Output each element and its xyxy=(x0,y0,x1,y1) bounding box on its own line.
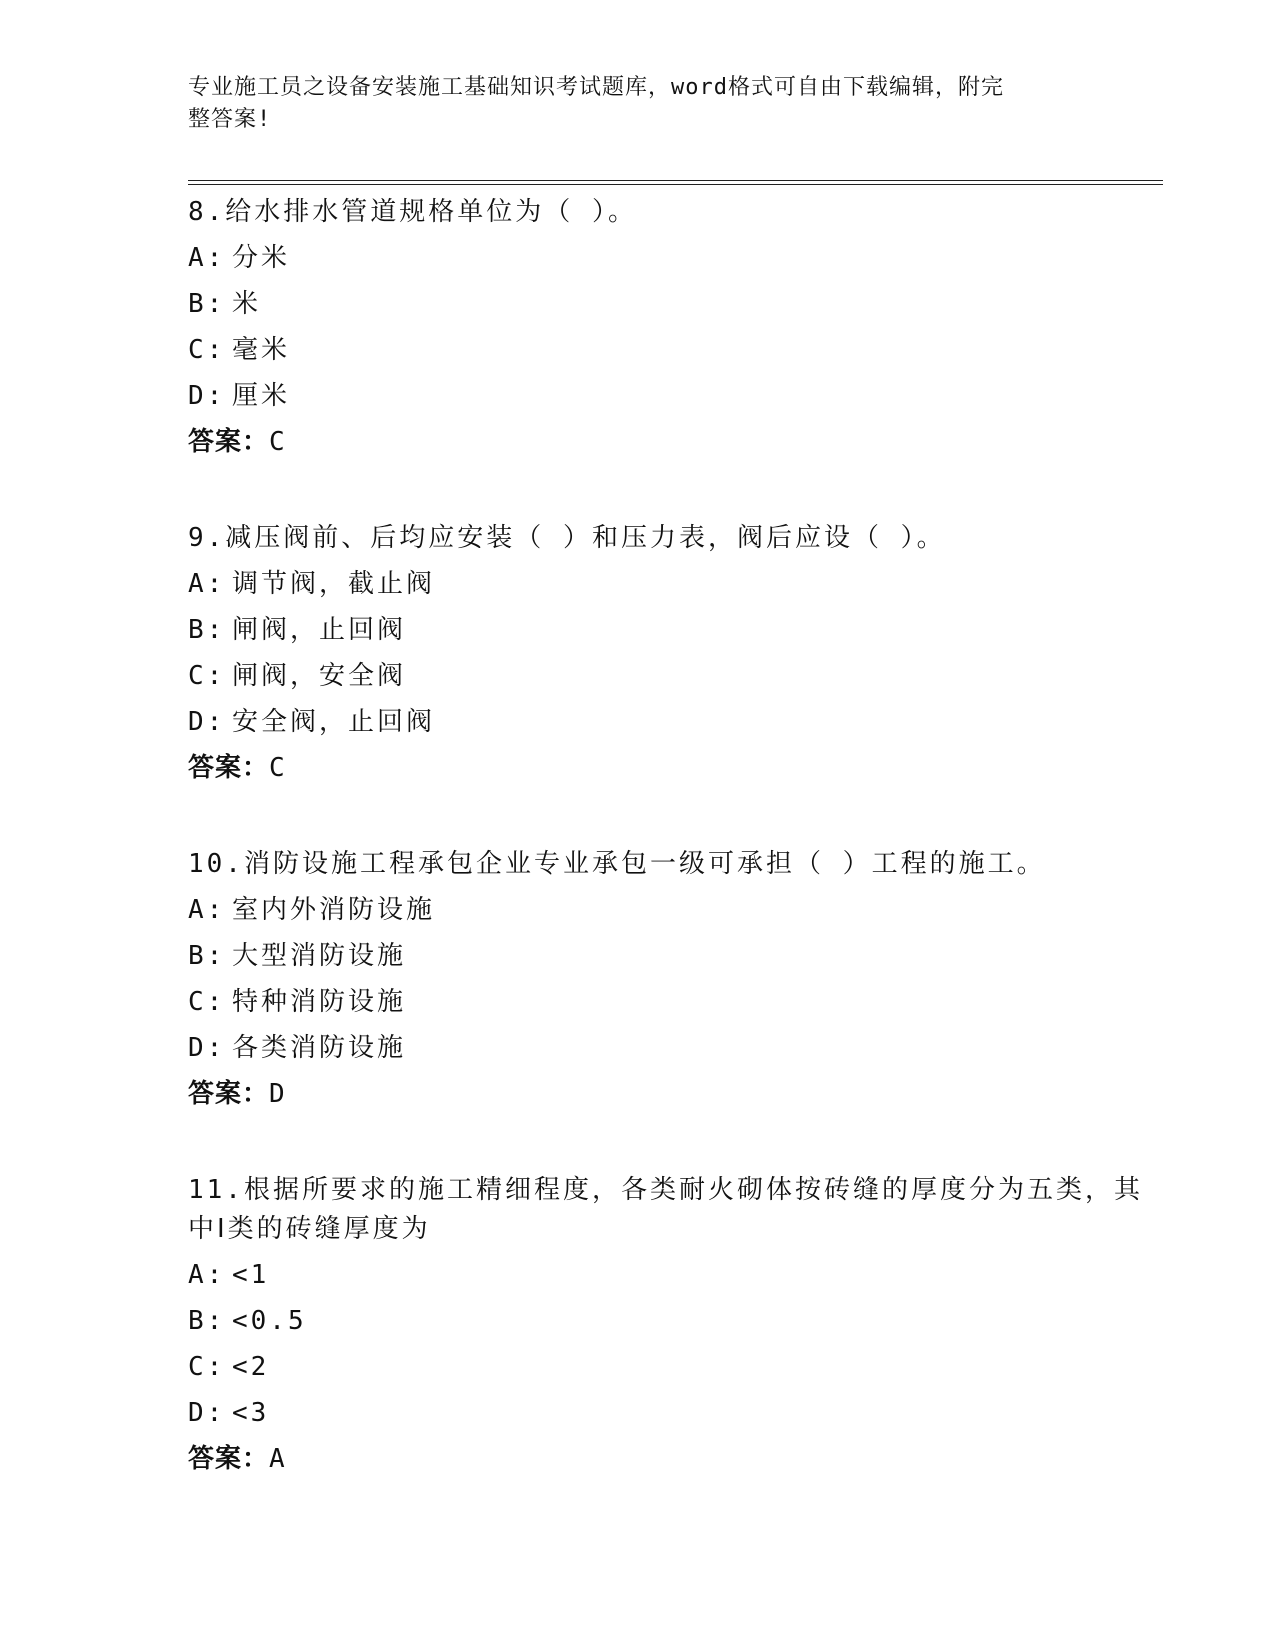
option-key: B: xyxy=(188,1306,226,1336)
header-line-1: 专业施工员之设备安装施工基础知识考试题库，word格式可自由下载编辑，附完 xyxy=(188,75,1004,100)
answer-value: C xyxy=(269,753,286,783)
option-c xyxy=(188,657,1163,703)
option-key: A: xyxy=(188,895,226,925)
option-d xyxy=(188,703,1163,749)
question-8 xyxy=(188,193,1163,462)
option-key: A: xyxy=(188,243,226,273)
option-b xyxy=(188,611,1163,657)
option-key: D: xyxy=(188,1398,226,1428)
answer-line xyxy=(188,423,1163,462)
option-text: 米 xyxy=(232,289,262,319)
answer-value: D xyxy=(269,1079,286,1109)
option-a xyxy=(188,891,1163,937)
option-text: 分米 xyxy=(232,243,291,273)
option-key: C: xyxy=(188,987,226,1017)
option-d xyxy=(188,1029,1163,1075)
option-key: B: xyxy=(188,289,226,319)
option-key: D: xyxy=(188,381,226,411)
option-b xyxy=(188,1302,1163,1348)
option-key: D: xyxy=(188,707,226,737)
option-key: C: xyxy=(188,661,226,691)
option-key: B: xyxy=(188,941,226,971)
option-c xyxy=(188,331,1163,377)
header-divider-bottom xyxy=(188,184,1163,185)
question-stem: 8.给水排水管道规格单位为（ ）。 xyxy=(188,197,637,227)
option-text: <1 xyxy=(232,1260,270,1290)
option-a xyxy=(188,565,1163,611)
option-text: <0.5 xyxy=(232,1306,307,1336)
question-stem: 11.根据所要求的施工精细程度，各类耐火砌体按砖缝的厚度分为五类，其中Ⅰ类的砖缝厚度为 xyxy=(188,1175,1143,1244)
option-text: 闸阀，止回阀 xyxy=(232,615,407,645)
option-text: 闸阀，安全阀 xyxy=(232,661,407,691)
option-d xyxy=(188,1394,1163,1440)
question-stem: 9.减压阀前、后均应安装（ ）和压力表，阀后应设（ ）。 xyxy=(188,523,946,553)
question-9 xyxy=(188,519,1163,788)
option-a xyxy=(188,1256,1163,1302)
header-divider-top xyxy=(188,180,1163,181)
option-text: 室内外消防设施 xyxy=(232,895,436,925)
option-d xyxy=(188,377,1163,423)
answer-label: 答案： xyxy=(188,753,270,783)
answer-line xyxy=(188,1075,1163,1114)
question-10 xyxy=(188,845,1163,1114)
question-list xyxy=(188,193,1163,1536)
answer-line xyxy=(188,1440,1163,1479)
option-text: 调节阀，截止阀 xyxy=(232,569,436,599)
option-key: B: xyxy=(188,615,226,645)
option-key: C: xyxy=(188,335,226,365)
answer-line xyxy=(188,749,1163,788)
question-11 xyxy=(188,1171,1163,1479)
option-text: <2 xyxy=(232,1352,270,1382)
option-b xyxy=(188,285,1163,331)
answer-label: 答案： xyxy=(188,1079,270,1109)
option-key: A: xyxy=(188,569,226,599)
option-c xyxy=(188,1348,1163,1394)
answer-value: A xyxy=(269,1444,286,1474)
option-key: C: xyxy=(188,1352,226,1382)
option-text: 各类消防设施 xyxy=(232,1033,407,1063)
answer-label: 答案： xyxy=(188,1444,270,1474)
question-stem: 10.消防设施工程承包企业专业承包一级可承担（ ）工程的施工。 xyxy=(188,849,1046,879)
option-text: 毫米 xyxy=(232,335,291,365)
option-b xyxy=(188,937,1163,983)
answer-label: 答案： xyxy=(188,427,270,457)
option-text: 特种消防设施 xyxy=(232,987,407,1017)
answer-value: C xyxy=(269,427,286,457)
option-text: 安全阀，止回阀 xyxy=(232,707,436,737)
option-c xyxy=(188,983,1163,1029)
option-key: D: xyxy=(188,1033,226,1063)
document-header xyxy=(188,72,1088,136)
header-line-2: 整答案! xyxy=(188,107,272,132)
option-text: 厘米 xyxy=(232,381,291,411)
option-key: A: xyxy=(188,1260,226,1290)
option-text: 大型消防设施 xyxy=(232,941,407,971)
option-a xyxy=(188,239,1163,285)
option-text: <3 xyxy=(232,1398,270,1428)
